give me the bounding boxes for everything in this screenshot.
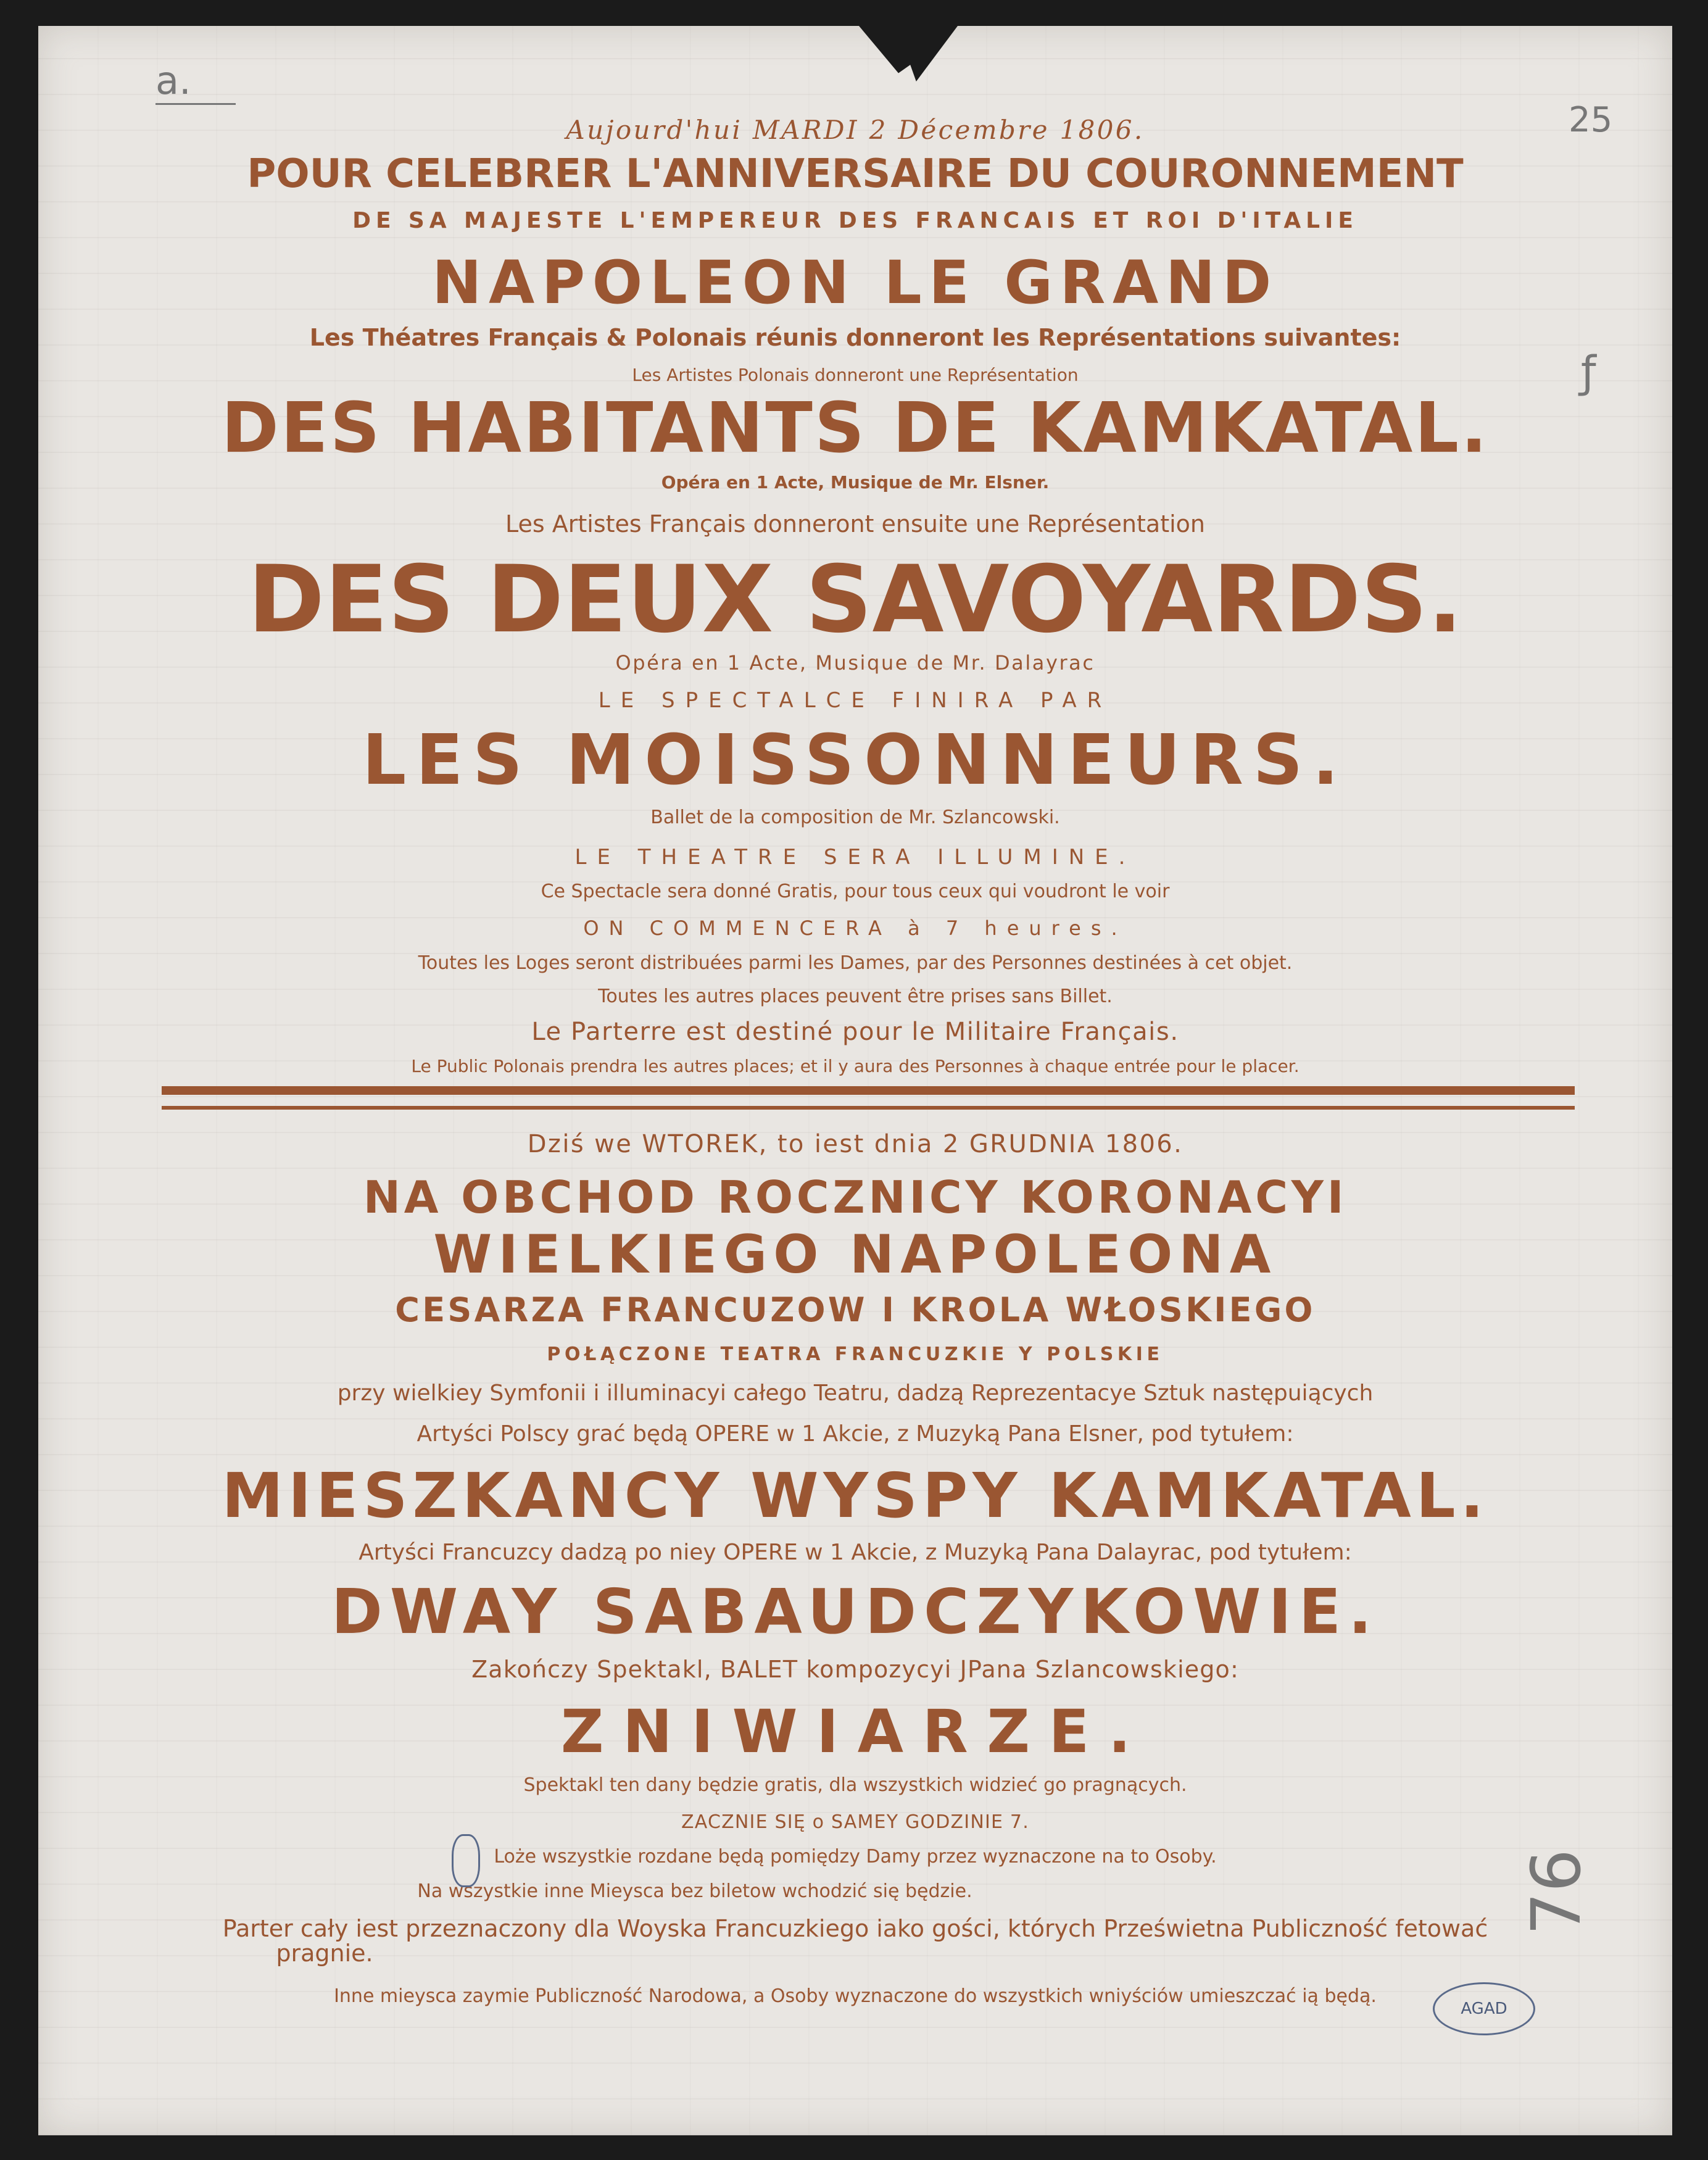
fr-boxes: Toutes les Loges seront distribuées parmi les Dames, par des Personnes destinées à cet objet.	[418, 952, 1293, 974]
pl-play1-title: MIESZKANCY WYSPY KAMKATAL.	[222, 1460, 1489, 1532]
fr-illuminated: LE THEATRE SERA ILLUMINE.	[574, 845, 1136, 870]
fr-napoleon: NAPOLEON LE GRAND	[432, 248, 1279, 317]
fr-french-artists: Les Artistes Français donneront ensuite une Représentation	[505, 510, 1205, 538]
fr-polish-artists: Les Artistes Polonais donneront une Représentation	[632, 365, 1079, 385]
side-mark: ƒ	[1581, 347, 1596, 397]
pl-date-line: Dziś we WTOREK, to iest dnia 2 GRUDNIA 1806.	[527, 1130, 1184, 1158]
poster-sheet	[38, 26, 1672, 2135]
fr-spectacle-end: LE SPECTALCE FINIRA PAR	[598, 688, 1113, 713]
fr-celebrate: POUR CELEBRER L'ANNIVERSAIRE DU COURONNEMENT	[247, 151, 1464, 197]
archive-stamp	[1433, 1982, 1535, 2035]
pl-napoleon: WIELKIEGO NAPOLEONA	[433, 1224, 1277, 1286]
fr-parterre: Le Parterre est destiné pour le Militaire Français.	[531, 1018, 1179, 1046]
folio-number: 25	[1569, 100, 1613, 140]
small-stamp	[452, 1834, 480, 1887]
pl-french-artists: Artyści Francuzcy dadzą po niey OPERE w 1 Akcie, z Muzyką Pana Dalayrac, pod tytułem:	[359, 1540, 1352, 1565]
pl-emperor: CESARZA FRANCUZOW I KROLA WŁOSKIEGO	[395, 1290, 1316, 1329]
pl-polish-artists: Artyści Polscy grać będą OPERE w 1 Akcie, z Muzyką Pana Elsner, pod tytułem:	[417, 1421, 1294, 1447]
fr-play2-title: DES DEUX SAVOYARDS.	[247, 546, 1463, 654]
fr-play3-info: Ballet de la composition de Mr. Szlancowski.	[650, 807, 1060, 828]
fr-start-time: ON COMMENCERA à 7 heures.	[583, 916, 1127, 940]
pl-remaining: Inne mieysca zaymie Publiczność Narodowa, a Osoby wyznaczone do wszystkich wniyściów umieszczać ią będą.	[334, 1985, 1377, 2007]
stamp-label: AGAD	[1461, 2000, 1507, 2018]
fr-date-line: Aujourd'hui MARDI 2 Décembre 1806.	[566, 115, 1145, 145]
fr-play2-info: Opéra en 1 Acte, Musique de Mr. Dalayrac	[615, 651, 1095, 675]
pl-free: Spektakl ten dany będzie gratis, dla wszystkich widzieć go pragnących.	[523, 1774, 1187, 1796]
fr-public: Le Public Polonais prendra les autres places; et il y aura des Personnes à chaque entrée pour le placer.	[411, 1056, 1300, 1076]
pl-start-time: ZACZNIE SIĘ o SAMEY GODZINIE 7.	[681, 1811, 1029, 1833]
divider-thick	[162, 1086, 1575, 1095]
pl-parter-line2: pragnie.	[276, 1940, 373, 1967]
pl-ballet: Zakończy Spektakl, BALET kompozycyi JPana Szlancowskiego:	[471, 1656, 1239, 1683]
fr-gratis: Ce Spectacle sera donné Gratis, pour tous ceux qui voudront le voir	[541, 881, 1170, 902]
fr-play1-title: DES HABITANTS DE KAMKATAL.	[221, 388, 1490, 468]
fr-other-places: Toutes les autres places peuvent être prises sans Billet.	[598, 986, 1113, 1007]
fr-play3-title: LES MOISSONNEURS.	[362, 720, 1349, 800]
pl-symphony: przy wielkiey Symfonii i illuminacyi całego Teatru, dadzą Reprezentacye Sztuk następuiących	[337, 1381, 1374, 1406]
torn-notch	[859, 26, 958, 81]
corner-letter: a.	[155, 58, 236, 105]
fr-majesty: DE SA MAJESTE L'EMPEREUR DES FRANCAIS ET ROI D'ITALIE	[352, 208, 1358, 233]
pl-other-places: Na wszystkie inne Mieysca bez biletow wchodzić się będzie.	[417, 1880, 972, 1902]
pl-united: POŁĄCZONE TEATRA FRANCUZKIE Y POLSKIE	[547, 1344, 1164, 1365]
divider-thin	[162, 1106, 1575, 1110]
pl-parter-line1: Parter cały iest przeznaczony dla Woyska Francuzkiego iako gości, których Prześwietna Publiczność fetować	[222, 1915, 1488, 1942]
side-number: 76	[1516, 1849, 1596, 1935]
fr-theatres: Les Théatres Français & Polonais réunis donneront les Représentations suivantes:	[309, 324, 1401, 351]
pl-play3-title: ZNIWIARZE.	[560, 1697, 1150, 1766]
pl-boxes: Loże wszystkie rozdane będą pomiędzy Damy przez wyznaczone na to Osoby.	[494, 1846, 1217, 1867]
pl-celebrate: NA OBCHOD ROCZNICY KORONACYI	[363, 1171, 1348, 1223]
pl-play2-title: DWAY SABAUDCZYKOWIE.	[331, 1576, 1380, 1648]
fr-play1-info: Opéra en 1 Acte, Musique de Mr. Elsner.	[661, 472, 1050, 492]
